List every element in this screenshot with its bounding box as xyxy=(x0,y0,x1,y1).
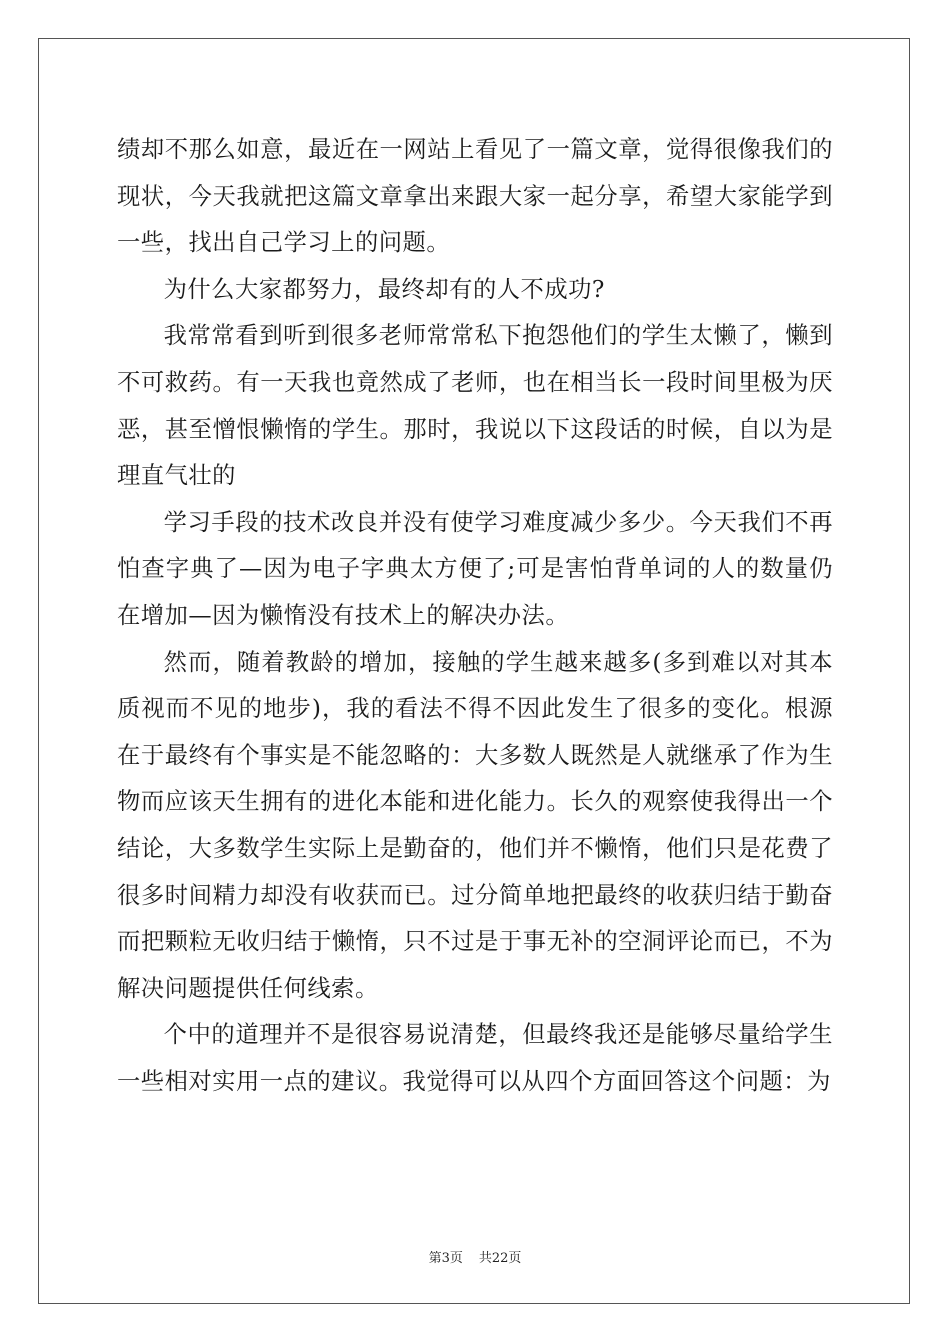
paragraph-teacher-complaint: 我常常看到听到很多老师常常私下抱怨他们的学生太懒了，懒到不可救药。有一天我也竟然成了老师，也在相当长一段时间里极为厌恶，甚至憎恨懒惰的学生。那时，我说以下这段话的时候，自以为是理直气壮的 xyxy=(117,322,833,490)
page-footer xyxy=(0,1247,950,1266)
paragraph-question: 为什么大家都努力，最终却有的人不成功? xyxy=(163,275,605,303)
paragraph-observation: 然而，随着教龄的增加，接触的学生越来越多(多到难以对其本质视而不见的地步)，我的看法不得不因此发生了很多的变化。根源在于最终有个事实是不能忽略的：大多数人既然是人就继承了作为生物而应该天生拥有的进化本能和进化能力。长久的观察使我得出一个结论，大多数学生实际上是勤奋的，他们并不懒惰，他们只是花费了很多时间精力却没有收获而已。过分简单地把最终的收获归结于勤奋而把颗粒无收归结于懒惰，只不过是于事无补的空洞评论而已，不为解决问题提供任何线索。 xyxy=(117,648,833,1002)
paragraph-advice: 个中的道理并不是很容易说清楚，但最终我还是能够尽量给学生一些相对实用一点的建议。我觉得可以从四个方面回答这个问题：为 xyxy=(117,1021,833,1095)
paragraph-technique: 学习手段的技术改良并没有使学习难度减少多少。今天我们不再怕查字典了—因为电子字典太方便了;可是害怕背单词的人的数量仍在增加—因为懒惰没有技术上的解决办法。 xyxy=(117,508,833,629)
page-number: 第3页 xyxy=(428,1251,463,1266)
document-body xyxy=(117,127,833,1105)
paragraph-continuation: 绩却不那么如意，最近在一网站上看见了一篇文章，觉得很像我们的现状，今天我就把这篇文章拿出来跟大家一起分享，希望大家能学到一些，找出自己学习上的问题。 xyxy=(117,136,833,257)
page-total: 共22页 xyxy=(478,1251,522,1266)
